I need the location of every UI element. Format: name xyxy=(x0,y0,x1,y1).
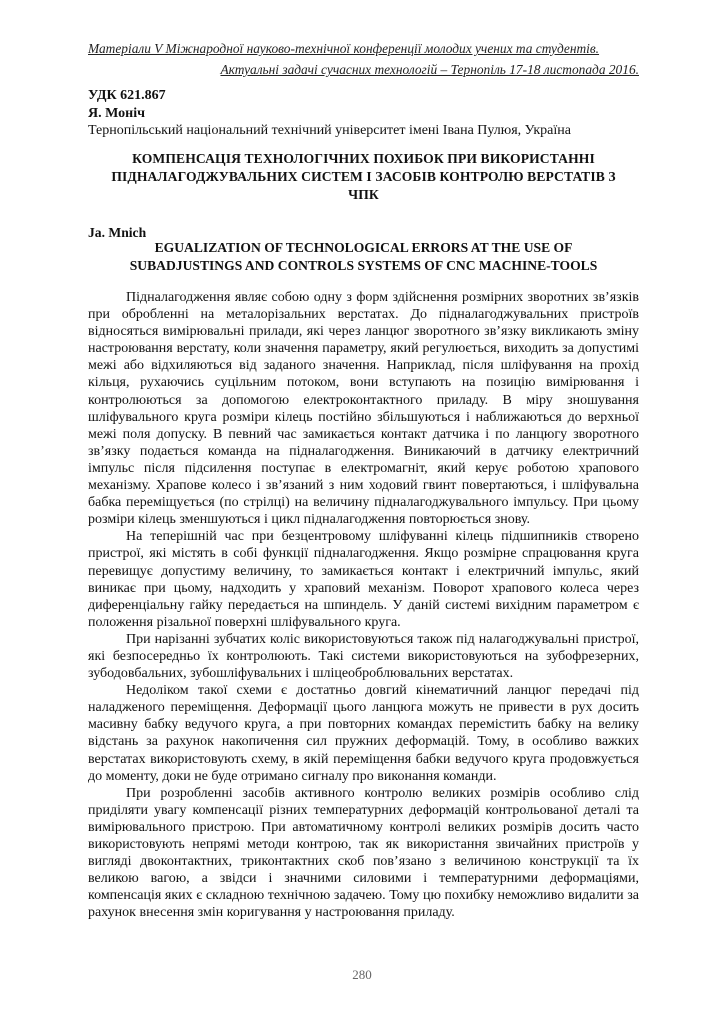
author-english: Ja. Mnich xyxy=(88,225,147,240)
title-uk-line-3: ЧПК xyxy=(348,187,379,202)
title-english xyxy=(88,239,639,275)
body-paragraph-2: На теперішній час при безцентровому шліфуванні кілець підшипників створено пристрої, які містять в собі функції підналагодження. Якщо розмірне спрацювання круга перевищує допустиму величину, то замикається контакт і електричний імпульс, який виникає при цьому, надходить у храповий механізм. Поворот храпового колеса через диференціальну гайку передається на шпиндель. У даній системі вихідним параметром є положення різальної поверхні шліфувального круга. xyxy=(88,529,639,630)
header-line-proceedings: Актуальні задачі сучасних технологій – Тернопіль 17-18 листопада 2016. xyxy=(220,62,639,77)
article-body xyxy=(88,289,639,921)
body-paragraph-5: При розробленні засобів активного контролю великих розмірів особливо слід приділяти увагу компенсації різних температурних деформацій контрольованої деталі та вимірювального пристрою. При автоматичному контролі великих розмірів досить часто використовують непрямі методи контрою, так як використання звичайних пристроїв у вигляді двоконтактних, триконтактних скоб пов’язано з величиною конструкції та їх великою вагою, а звідси і значними силовими і температурними деформаціями, компенсація яких є складною технічною задачею. Тому цю похибку неможливо видалити за рахунок внесення змін коригування у настроювання приладу. xyxy=(88,785,639,921)
title-en-line-1: EGUALIZATION OF TECHNOLOGICAL ERRORS AT THE USE OF xyxy=(154,240,573,255)
affiliation: Тернопільський національний технічний університет імені Івана Пулюя, Україна xyxy=(88,123,571,138)
body-paragraph-4: Недоліком такої схеми є достатньо довгий кінематичний ланцюг передачі під наладженого переміщення. Деформації цього ланцюга можуть не привести в рух досить масивну бабку ведучого круга, а при повторних командах перемістить бабку на велику відстань за рахунок накопичення сил пружних деформацій. Тому, в особливо важких верстатах використовують схему, в якій переміщення бабки ведучого круга продовжується до моменту, доки не буде отримано сигналу про виконання команди. xyxy=(88,683,639,784)
title-ukrainian xyxy=(88,150,639,204)
article-meta xyxy=(88,87,648,140)
title-en-line-2: SUBADJUSTINGS AND CONTROLS SYSTEMS OF CNC MACHINE-TOOLS xyxy=(129,258,598,273)
running-header xyxy=(88,38,639,80)
udc-code: УДК 621.867 xyxy=(88,88,166,103)
title-uk-line-2: ПІДНАЛАГОДЖУВАЛЬНИХ СИСТЕМ І ЗАСОБІВ КОНТРОЛЮ ВЕРСТАТІВ З xyxy=(111,169,616,184)
header-line-conference: Матеріали V Міжнародної науково-технічної конференції молодих учених та студентів. xyxy=(88,41,600,56)
body-paragraph-3: При нарізанні зубчатих коліс використовуються також під налагоджувальні пристрої, які безпосередньо їх контролюють. Такі системи використовуються на зубофрезерних, зубодовбальних, зубошліфувальних і шліцеоброблювальних верстатах. xyxy=(88,631,639,682)
author-uk: Я. Моніч xyxy=(88,105,145,121)
page-number: 280 xyxy=(352,967,372,982)
title-uk-line-1: КОМПЕНСАЦІЯ ТЕХНОЛОГІЧНИХ ПОХИБОК ПРИ ВИКОРИСТАННІ xyxy=(132,151,595,166)
body-paragraph-1: Підналагодження являє собою одну з форм здійснення розмірних зворотних зв’язків при обробленні на металорізальних верстатах. До підналагоджувальних пристроїв відносяться вимірювальні прилади, які через ланцюг зворотного зв’язку викликають зміну настроювання верстату, коли значення параметру, який регулюється, виходить за допустимі межі або відхиляються від заданого значення. Наприклад, після шліфування на прохід кільця, рухаючись суцільним потоком, вони вступають на позицію вимірювання і контролюються за допомогою електроконтактного приладу. В міру зношування шліфувального круга розміри кілець постійно збільшуються і наближаються до верхньої межі поля допуску. В певний час замикається контакт датчика і по ланцюгу зворотного зв’язку подається команда на підналагодження. Виникаючий в датчику електричний імпульс після підсилення поступає в електромагніт, який керує роботою храпового механізму. Храпове колесо і зв’язаний з ним ходовий гвинт повертаються, і шліфувальна бабка переміщується (по стрілці) на величину підналагоджувального імпульсу. При цьому розміри кілець зменшуються і цикл підналагодження повторюється знову. xyxy=(88,290,639,528)
